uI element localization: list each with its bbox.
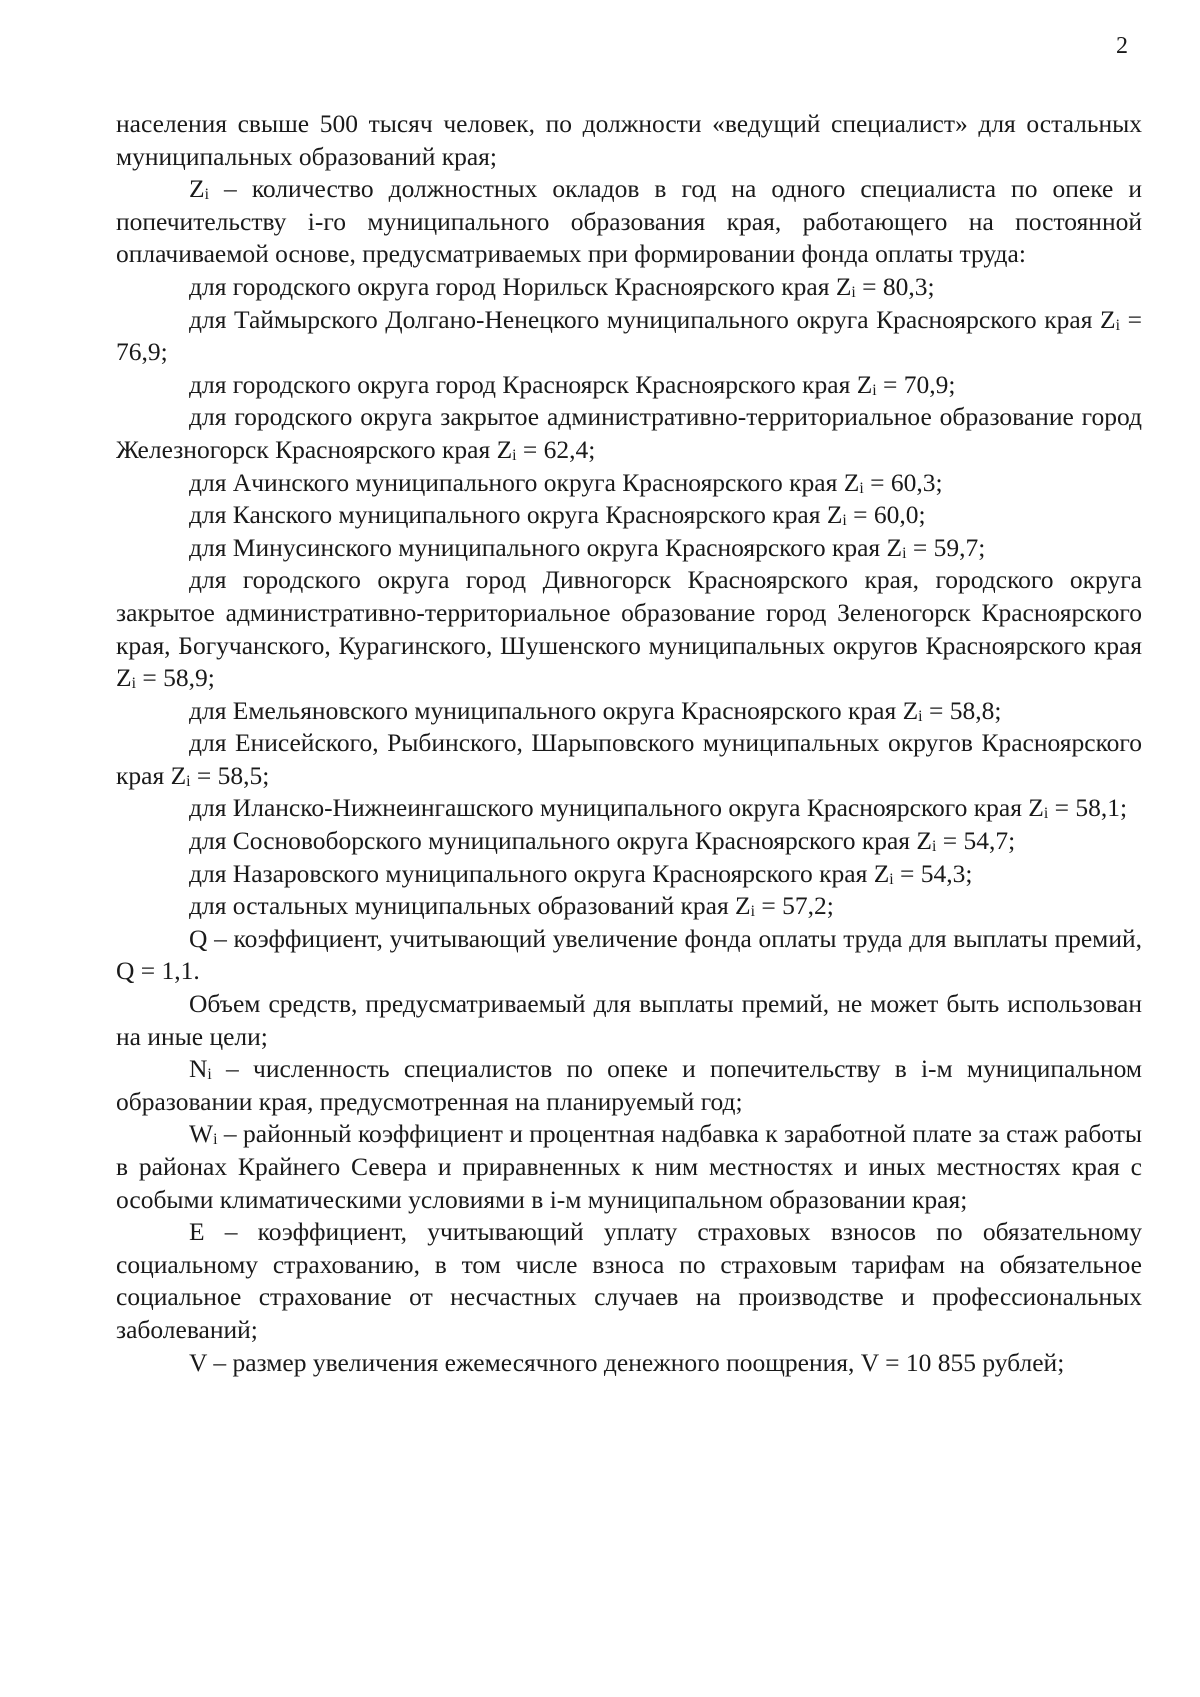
value-text: = 57,2; (755, 891, 834, 921)
paragraph-text: для Назаровского муниципального округа Красноярского края (189, 858, 874, 888)
value-text: = 62,4; (516, 434, 596, 464)
variable-subscript: i (512, 446, 517, 464)
value-text: = 54,3; (893, 858, 973, 888)
paragraph-text: для городского округа закрытое административно-территориальное образование город Железногорск Красноярского края (116, 402, 1142, 464)
variable-symbol: Z (826, 500, 843, 530)
list-item (116, 499, 1142, 532)
list-item (116, 727, 1142, 792)
list-item (116, 304, 1142, 369)
list-item (116, 792, 1142, 825)
variable-symbol: Z (496, 434, 513, 464)
value-text: = 58,8; (922, 695, 1002, 725)
paragraph-text: для Таймырского Долгано-Ненецкого муниципального округа Красноярского края (189, 304, 1101, 334)
paragraph-text: населения свыше 500 тысяч человек, по должности «ведущий специалист» для остальных муниципальных образований края; (116, 109, 1142, 171)
document-body (116, 108, 1142, 1379)
variable-symbol: Z (916, 826, 932, 856)
variable-symbol: Z (835, 271, 852, 301)
paragraph-text: для Сосновоборского муниципального округа Красноярского края (189, 826, 917, 856)
paragraph-text: – количество должностных окладов в год на одного специалиста по опеке и попечительству i-го муниципального образования края, работающего на постоянной оплачиваемой основе, предусматриваемых при формировании фонда оплаты труда: (116, 174, 1142, 269)
list-item (116, 858, 1142, 891)
variable-symbol: Z (886, 532, 903, 562)
paragraph-text: V – размер увеличения ежемесячного денежного поощрения, V = 10 855 рублей; (189, 1347, 1065, 1377)
variable-symbol: Z (873, 858, 890, 888)
variable-subscript: i (1043, 805, 1049, 823)
list-item (116, 564, 1142, 694)
variable-subscript: i (889, 870, 894, 888)
variable-symbol: Z (1100, 304, 1116, 334)
paragraph-text: для городского округа город Дивногорск Красноярского края, городского округа закрытое административно-территориальное образование город Зеленогорск Красноярского края, Богучанского, Курагинского, Шушенского муниципальных округов Красноярского края (116, 565, 1142, 660)
variable-subscript: i (842, 512, 847, 530)
variable-subscript: i (902, 544, 907, 562)
paragraph-text: для Минусинского муниципального округа Красноярского края (189, 532, 887, 562)
variable-symbol: Z (116, 663, 132, 693)
list-item (116, 825, 1142, 858)
paragraph (116, 923, 1142, 988)
list-item (116, 532, 1142, 565)
value-text: = 58,9; (135, 663, 215, 693)
variable-symbol: Z (856, 369, 873, 399)
list-item (116, 695, 1142, 728)
paragraph-text: для Иланско-Нижнеингашского муниципального округа Красноярского края (189, 793, 1029, 823)
paragraph (116, 1118, 1142, 1216)
paragraph-text: Q – коэффициент, учитывающий увеличение фонда оплаты труда для выплаты премий, Q = 1,1. (116, 923, 1142, 986)
paragraph (116, 1216, 1142, 1346)
paragraph-text: для остальных муниципальных образований края (189, 891, 736, 921)
paragraph-text: для городского округа город Красноярск Красноярского края (189, 369, 857, 399)
variable-subscript: i (207, 1066, 212, 1084)
value-text: = 76,9; (116, 304, 1142, 367)
paragraph (116, 173, 1142, 271)
variable-symbol: N (189, 1054, 208, 1084)
list-item (116, 467, 1142, 500)
value-text: = 58,1; (1048, 793, 1128, 823)
list-item (116, 271, 1142, 304)
variable-subscript: i (131, 674, 136, 692)
variable-symbol: Z (189, 174, 205, 204)
variable-subscript: i (931, 837, 937, 855)
paragraph-text: для Енисейского, Рыбинского, Шарыповского муниципальных округов Красноярского края (116, 728, 1142, 790)
value-text: = 70,9; (876, 369, 956, 399)
variable-subscript: i (918, 707, 923, 725)
value-text: = 60,3; (863, 467, 943, 497)
paragraph-text: Е – коэффициент, учитывающий уплату страховых взносов по обязательному социальному страхованию, в том числе взноса по страховым тарифам на обязательное социальное страхование от несчастных случаев на производстве и профессиональных заболеваний; (116, 1217, 1142, 1344)
value-text: = 58,5; (190, 760, 270, 790)
page-number: 2 (1116, 33, 1128, 59)
variable-subscript: i (1115, 316, 1121, 334)
variable-subscript: i (186, 772, 191, 790)
paragraph-text: Объем средств, предусматриваемый для выплаты премий, не может быть использован на иные цели; (116, 989, 1142, 1051)
variable-subscript: i (859, 479, 864, 497)
variable-subscript: i (213, 1131, 218, 1149)
variable-symbol: Z (902, 695, 919, 725)
variable-subscript: i (851, 283, 856, 301)
paragraph-text: – численность специалистов по опеке и попечительству в i-м муниципальном образовании края, предусмотренная на планируемый год; (116, 1054, 1142, 1116)
value-text: = 80,3; (855, 271, 935, 301)
variable-subscript: i (204, 186, 209, 204)
list-item (116, 401, 1142, 466)
variable-symbol: Z (170, 760, 187, 790)
variable-symbol: Z (843, 467, 860, 497)
variable-symbol: Z (735, 891, 751, 921)
paragraph-text: для Емельяновского муниципального округа Красноярского края (189, 695, 903, 725)
variable-symbol: W (189, 1119, 214, 1149)
paragraph (116, 1053, 1142, 1118)
paragraph (116, 1347, 1142, 1380)
paragraph-text: для Ачинского муниципального округа Красноярского края (189, 467, 844, 497)
paragraph (116, 988, 1142, 1053)
variable-subscript: i (872, 381, 877, 399)
value-text: = 59,7; (906, 532, 986, 562)
variable-subscript: i (750, 903, 756, 921)
paragraph-text: для городского округа город Норильск Красноярского края (189, 271, 836, 301)
list-item (116, 369, 1142, 402)
value-text: = 60,0; (846, 500, 926, 530)
paragraph-text: для Канского муниципального округа Красноярского края (189, 500, 827, 530)
paragraph (116, 108, 1142, 173)
paragraph-text: – районный коэффициент и процентная надбавка к заработной плате за стаж работы в районах Крайнего Севера и приравненных к ним местностях и иных местностях края с особыми климатическими условиями в i-м муниципальном образовании края; (116, 1119, 1142, 1214)
list-item (116, 890, 1142, 923)
variable-symbol: Z (1028, 793, 1044, 823)
value-text: = 54,7; (936, 826, 1016, 856)
